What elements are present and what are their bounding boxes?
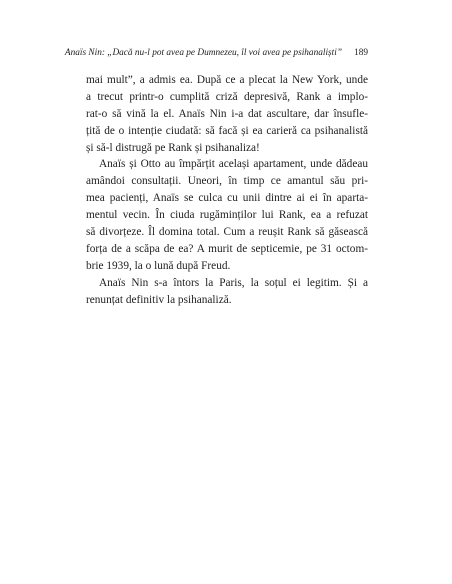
text-line: mentul vecin. În ciuda rugăminților lui Rank, ea a refuzat [86,209,368,222]
text-line: brie 1939, la o lună după Freud. [86,259,231,272]
page-number: 189 [354,48,368,58]
text-line: să divorțeze. Îl domina total. Cum a reușit Rank să găsească [86,226,368,239]
text-line: rat-o să vină la el. Anaïs Nin i-a dat ascultare, dar însufle- [86,107,368,120]
text-line: țită de o intenție ciudată: să facă și ea carieră ca psihanalistă [86,124,368,137]
running-head-title: Anaïs Nin: „Dacă nu-l pot avea pe Dumnezeu, îl voi avea pe psihanaliști” [64,48,342,58]
text-line: amândoi consultații. Uneori, în timp ce amantul său pri- [86,175,368,188]
text-line: Anaïs Nin s-a întors la Paris, la soțul ei legitim. Și a [99,276,368,289]
text-line: a trecut printr-o cumplită criză depresivă, Rank a implo- [86,90,368,103]
text-line: mai mult”, a admis ea. După ce a plecat la New York, unde [86,74,368,86]
body-text [86,72,368,308]
text-line: Anaïs și Otto au împărțit același apartament, unde dădeau [99,158,368,171]
text-line: mea pacienți, Anaïs se culca cu unii dintre ai ei în aparta- [86,192,368,205]
text-line: renunțat definitiv la psihanaliză. [86,293,232,306]
text-line: forța de a scăpa de ea? A murit de septicemie, pe 31 octom- [86,242,368,255]
running-head [64,46,368,60]
text-line: și să-l distrugă pe Rank și psihanaliza! [86,141,260,154]
